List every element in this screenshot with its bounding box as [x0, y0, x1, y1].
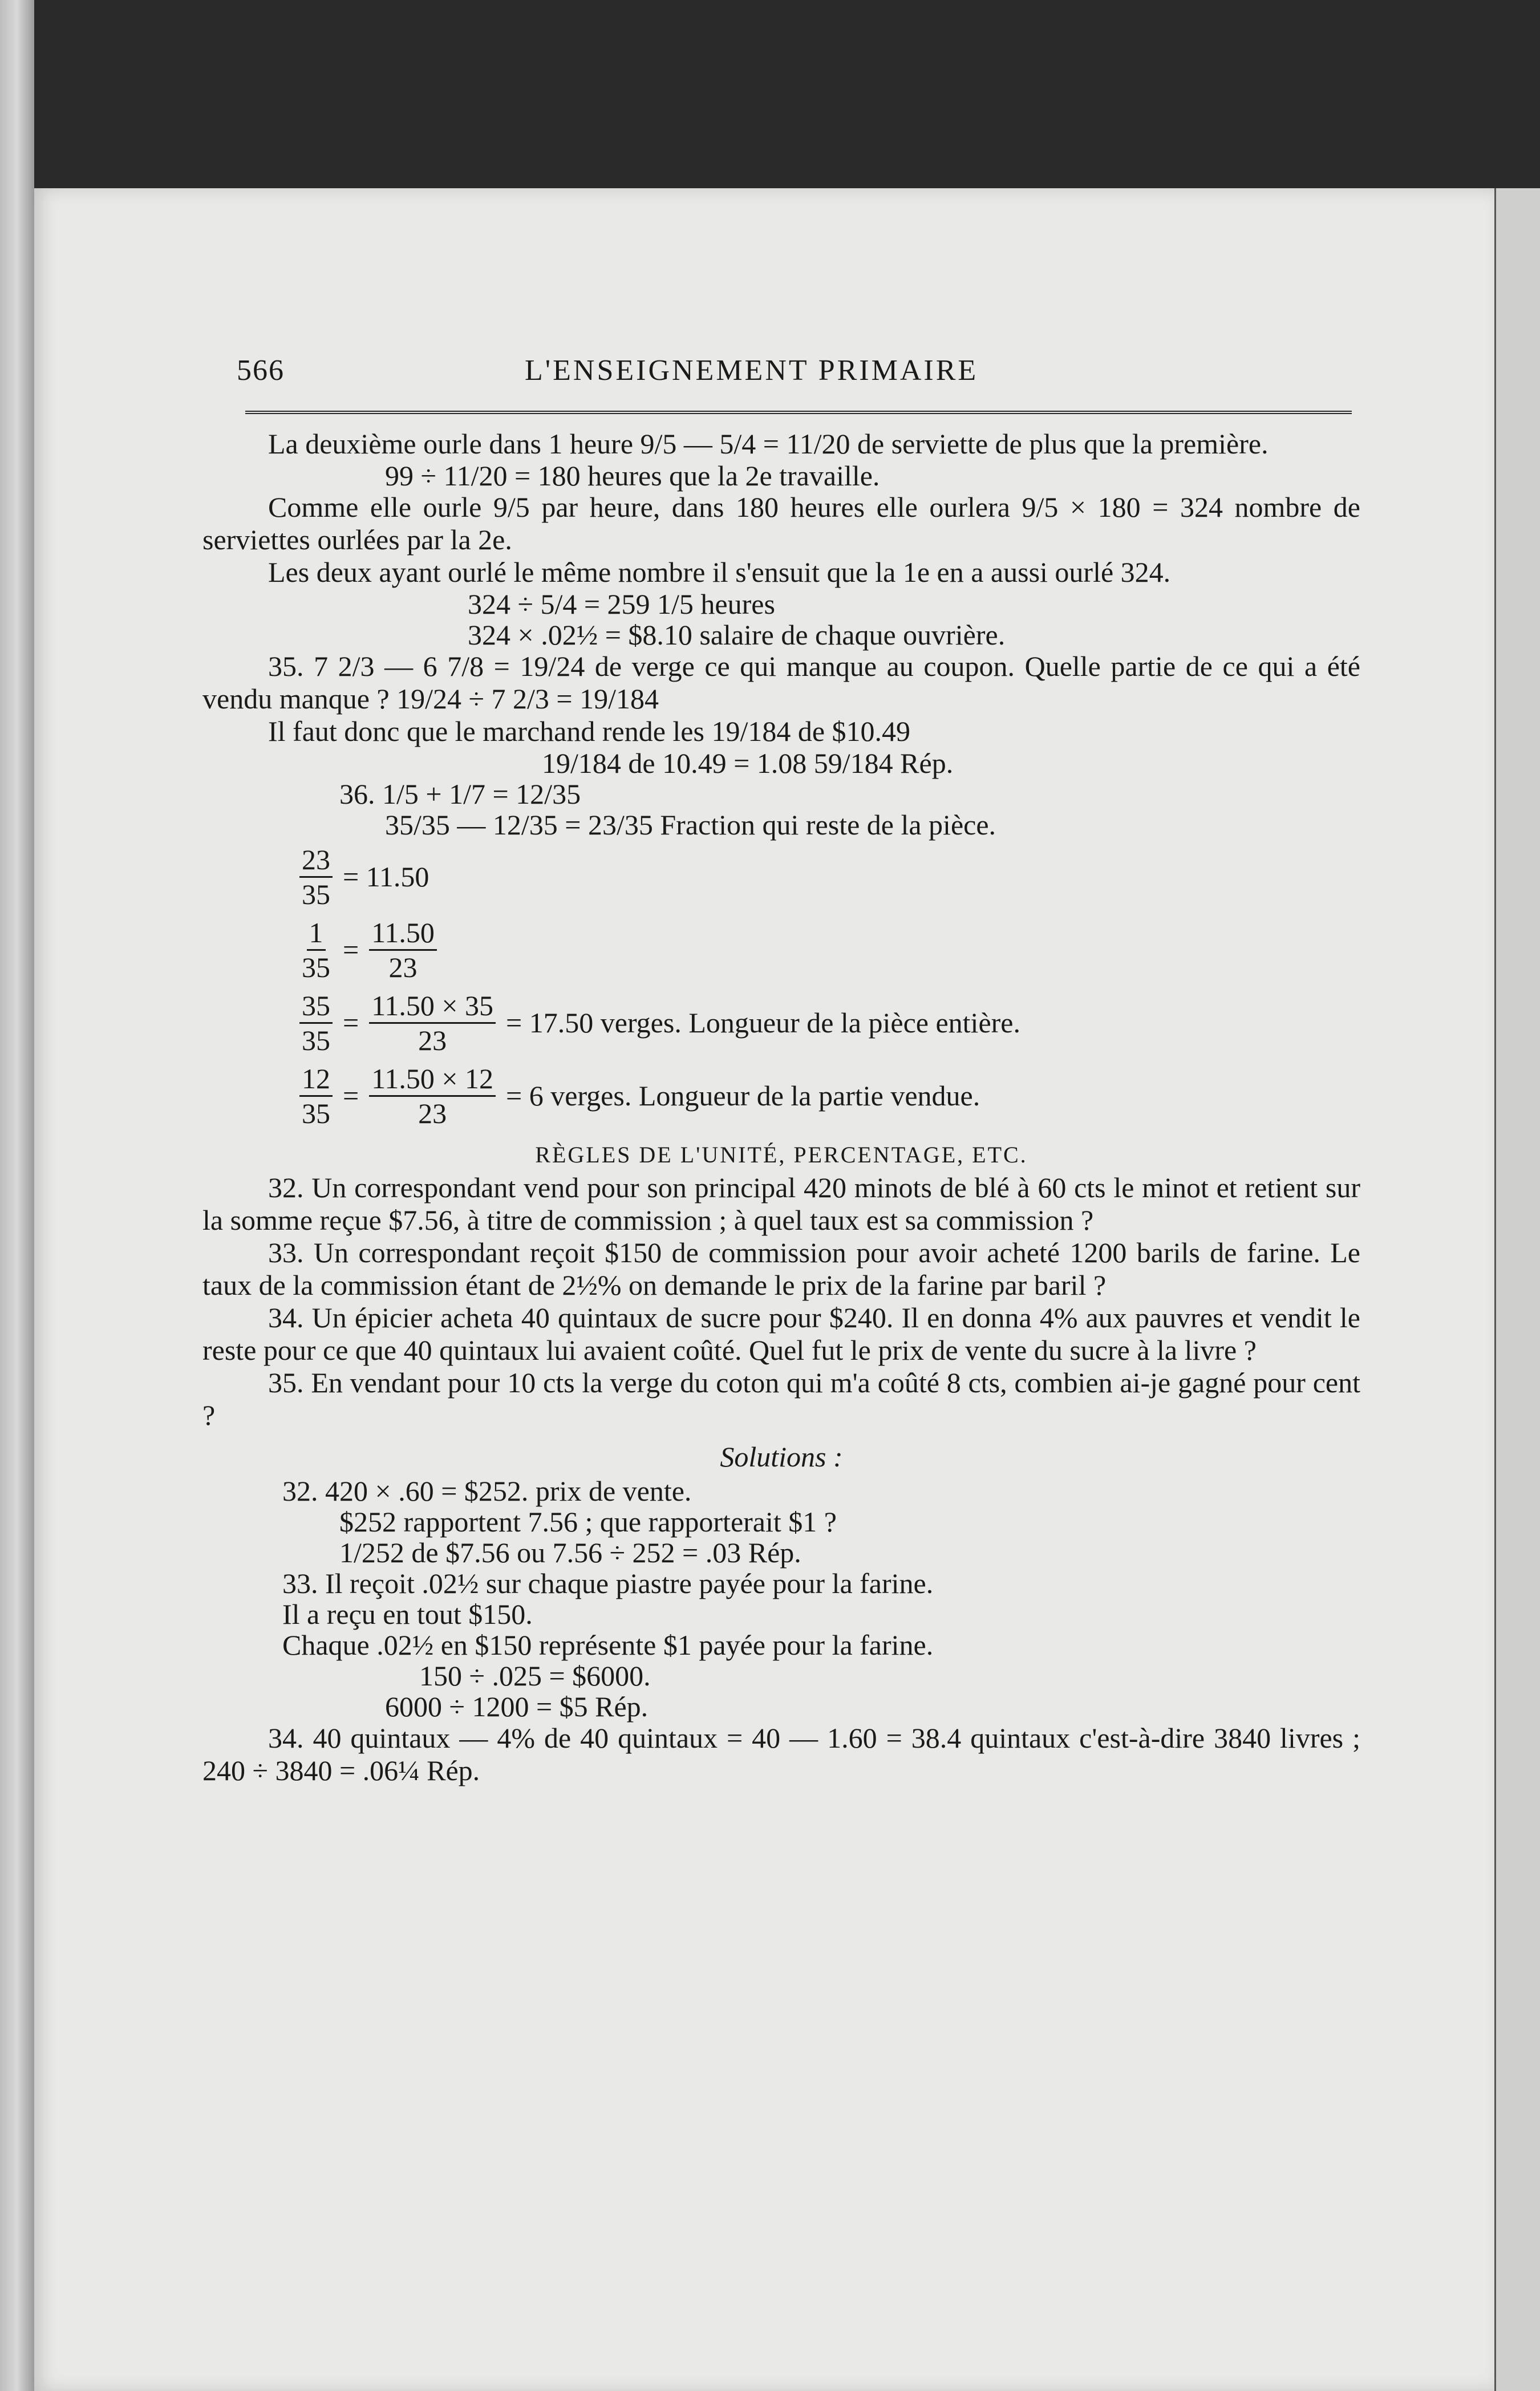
- equation-line: 35/35 — 12/35 = 23/35 Fraction qui reste de la pièce.: [385, 809, 996, 841]
- equals-sign: =: [343, 934, 359, 966]
- fraction-note: = 6 verges. Longueur de la partie vendue.: [506, 1080, 980, 1112]
- fraction: [299, 989, 333, 1057]
- book-spine-edge: [0, 0, 34, 2391]
- fraction-row: [202, 1059, 1360, 1132]
- solution-line: $252 rapportent 7.56 ; que rapporterait $1 ?: [339, 1506, 837, 1538]
- fraction: [369, 916, 437, 984]
- equation-line: 19/184 de 10.49 = 1.08 59/184 Rép.: [542, 747, 954, 779]
- fraction-denominator: 23: [418, 1097, 447, 1129]
- equals-sign: =: [343, 1080, 359, 1112]
- fraction-row: [202, 913, 1360, 986]
- running-head: [202, 342, 1360, 405]
- problem: 34. Un épicier acheta 40 quintaux de sucre pour $240. Il en donna 4% aux pauvres et vendit le reste pour ce que 40 quintaux lui avaient coûté. Quel fut le prix de vente du sucre à la livre ?: [202, 1302, 1360, 1366]
- equation-line: 324 × .02½ = $8.10 salaire de chaque ouvrière.: [468, 619, 1006, 651]
- solution-line: 33. Il reçoit .02½ sur chaque piastre payée pour la farine.: [282, 1567, 934, 1599]
- solution-line: 34. 40 quintaux — 4% de 40 quintaux = 40 — 1.60 = 38.4 quintaux c'est-à-dire 3840 livres ; 240 ÷ 3840 = .06¼ Rép.: [202, 1722, 1360, 1786]
- fraction-numerator: 11.50: [369, 916, 437, 951]
- running-title: L'ENSEIGNEMENT PRIMAIRE: [525, 354, 979, 387]
- fraction-denominator: 35: [302, 1024, 330, 1056]
- fraction-numerator: 11.50 × 35: [369, 989, 496, 1024]
- equation-line: 324 ÷ 5/4 = 259 1/5 heures: [468, 588, 775, 620]
- section-heading: RÈGLES DE L'UNITÉ, PERCENTAGE, ETC.: [535, 1142, 1028, 1168]
- header-rule: [245, 411, 1352, 414]
- fraction-denominator: 35: [302, 951, 330, 983]
- fraction-value: = 11.50: [343, 861, 429, 893]
- equals-sign: =: [343, 1007, 359, 1039]
- solution-line: Chaque .02½ en $150 représente $1 payée pour la farine.: [282, 1629, 934, 1661]
- next-page-edge: [1494, 188, 1540, 2391]
- solution-line: Il a reçu en tout $150.: [282, 1598, 533, 1630]
- text-line: Comme elle ourle 9/5 par heure, dans 180 heures elle ourlera 9/5 × 180 = 324 nombre de serviettes ourlées par la 2e.: [202, 491, 1360, 556]
- fraction-denominator: 35: [302, 878, 330, 910]
- solutions-title: Solutions :: [720, 1441, 843, 1473]
- text-line: La deuxième ourle dans 1 heure 9/5 — 5/4 = 11/20 de serviette de plus que la première.: [268, 428, 1269, 460]
- fraction-numerator: 23: [299, 843, 333, 878]
- fraction-numerator: 11.50 × 12: [369, 1062, 496, 1097]
- solution-line: 6000 ÷ 1200 = $5 Rép.: [385, 1691, 649, 1723]
- solution-line: 32. 420 × .60 = $252. prix de vente.: [282, 1475, 692, 1507]
- fraction: [369, 1062, 496, 1130]
- fraction: [299, 1062, 333, 1130]
- fraction-numerator: 1: [307, 916, 326, 951]
- equation-line: 36. 1/5 + 1/7 = 12/35: [339, 778, 581, 810]
- solution-line: 150 ÷ .025 = $6000.: [419, 1660, 651, 1692]
- fraction-denominator: 35: [302, 1097, 330, 1129]
- text-line: 35. 7 2/3 — 6 7/8 = 19/24 de verge ce qui manque au coupon. Quelle partie de ce qui a été vendu manque ? 19/24 ÷ 7 2/3 = 19/184: [202, 650, 1360, 715]
- fraction-note: = 17.50 verges. Longueur de la pièce entière.: [506, 1007, 1020, 1039]
- fraction: [299, 916, 333, 984]
- text-line: Les deux ayant ourlé le même nombre il s'ensuit que la 1e en a aussi ourlé 324.: [268, 556, 1171, 588]
- solution-line: 1/252 de $7.56 ou 7.56 ÷ 252 = .03 Rép.: [339, 1537, 801, 1569]
- problem: 32. Un correspondant vend pour son principal 420 minots de blé à 60 cts le minot et retient sur la somme reçue $7.56, à titre de commission ; à quel taux est sa commission ?: [202, 1172, 1360, 1236]
- text-line: Il faut donc que le marchand rende les 19/184 de $10.49: [268, 715, 911, 747]
- fraction: [299, 843, 333, 911]
- fraction-numerator: 12: [299, 1062, 333, 1097]
- problem: 35. En vendant pour 10 cts la verge du coton qui m'a coûté 8 cts, combien ai-je gagné pour cent ?: [202, 1367, 1360, 1431]
- page-content: [202, 342, 1360, 1787]
- fraction: [369, 989, 496, 1057]
- fraction-denominator: 23: [388, 951, 418, 983]
- problem: 33. Un correspondant reçoit $150 de commission pour avoir acheté 1200 barils de farine. Le taux de la commission étant de 2½% on demande le prix de la farine par baril ?: [202, 1237, 1360, 1301]
- page-number: 566: [237, 354, 285, 387]
- fraction-row: [202, 840, 1360, 913]
- equation-line: 99 ÷ 11/20 = 180 heures que la 2e travaille.: [385, 460, 880, 492]
- fraction-denominator: 23: [418, 1024, 447, 1056]
- fraction-numerator: 35: [299, 989, 333, 1024]
- fraction-block: [202, 840, 1360, 1132]
- fraction-row: [202, 986, 1360, 1059]
